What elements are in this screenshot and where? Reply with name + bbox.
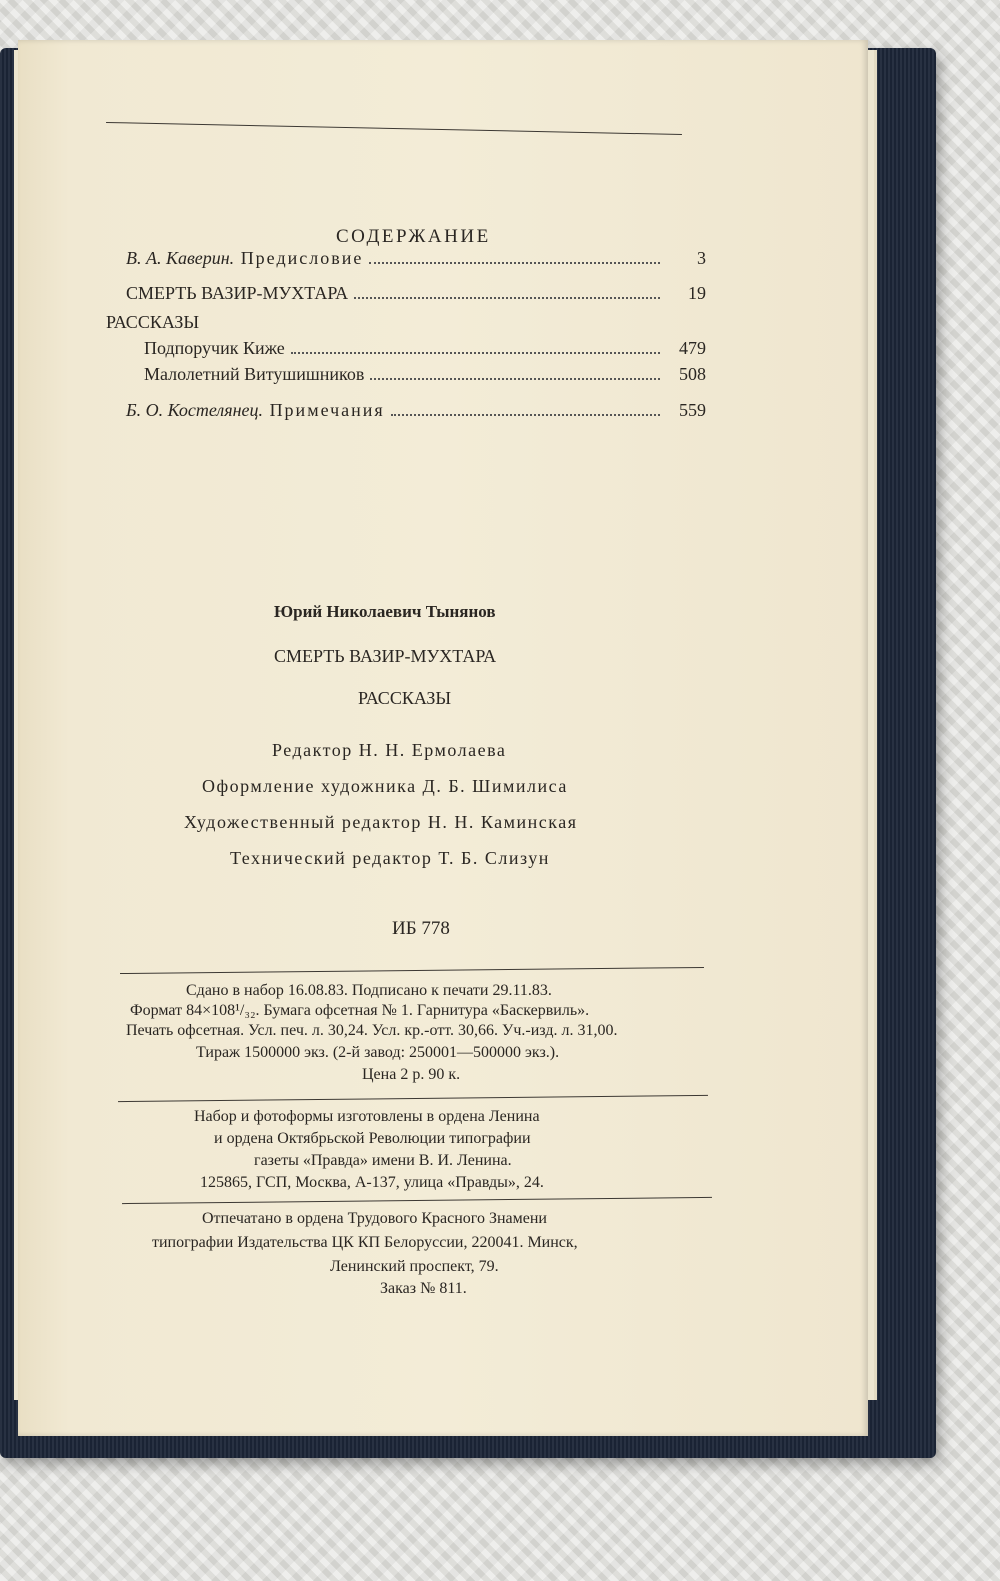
imprint-title: СМЕРТЬ ВАЗИР-МУХТАРА <box>274 646 497 666</box>
print-rule-3 <box>122 1197 712 1204</box>
toc-leader <box>391 414 660 416</box>
printed-line: типографии Издательства ЦК КП Белоруссии, 220041. Минск, <box>152 1234 578 1251</box>
toc-author: В. А. Каверин. <box>126 248 235 268</box>
typeset-line: Набор и фотоформы изготовлены в ордена Ленина <box>194 1108 540 1125</box>
toc-title: СОДЕРЖАНИЕ <box>336 226 491 247</box>
imprint-subtitle: РАССКАЗЫ <box>358 688 452 708</box>
toc-page: 559 <box>679 400 706 420</box>
print-line: Сдано в набор 16.08.83. Подписано к печати 29.11.83. <box>186 982 552 999</box>
print-line: Формат 84×108¹/₃₂. Бумага офсетная № 1. Гарнитура «Баскервиль». <box>130 1002 590 1019</box>
typeset-line: газеты «Правда» имени В. И. Ленина. <box>254 1152 512 1169</box>
ib-number: ИБ 778 <box>392 918 450 939</box>
print-line: Цена 2 р. 90 к. <box>362 1066 461 1083</box>
printed-line: Ленинский проспект, 79. <box>330 1258 499 1275</box>
toc-row-kizhe <box>144 338 706 359</box>
typeset-line: и ордена Октябрьской Революции типографии <box>214 1130 531 1147</box>
print-line: Тираж 1500000 экз. (2-й завод: 250001—500000 экз.). <box>196 1044 560 1061</box>
toc-section-stories: РАССКАЗЫ <box>106 312 200 332</box>
imprint-author: Юрий Николаевич Тынянов <box>274 602 496 621</box>
printed-line: Заказ № 811. <box>380 1280 467 1297</box>
toc-label: Малолетний Витушишников <box>144 364 365 384</box>
toc-page: 508 <box>679 364 706 384</box>
typeset-line: 125865, ГСП, Москва, А-137, улица «Правды», 24. <box>200 1174 544 1191</box>
toc-label: СМЕРТЬ ВАЗИР-МУХТАРА <box>126 283 349 303</box>
print-rule-2 <box>118 1095 708 1102</box>
toc-leader <box>370 378 660 380</box>
credit-design: Оформление художника Д. Б. Шимилиса <box>202 776 568 796</box>
top-rule <box>106 122 682 135</box>
credit-tech-editor: Технический редактор Т. Б. Слизун <box>230 848 550 868</box>
book-page <box>18 40 868 1436</box>
credit-art-editor: Художественный редактор Н. Н. Каминская <box>184 812 578 832</box>
printed-line: Отпечатано в ордена Трудового Красного Знамени <box>202 1210 547 1227</box>
credit-editor: Редактор Н. Н. Ермолаева <box>272 740 507 760</box>
print-rule-1 <box>120 967 704 974</box>
toc-row-preface <box>126 248 706 269</box>
toc-label: Примечания <box>263 400 385 420</box>
toc-label: Подпоручик Киже <box>144 338 285 358</box>
toc-row-notes <box>126 400 706 421</box>
toc-leader <box>291 352 660 354</box>
toc-row-novel <box>126 283 706 304</box>
toc-leader <box>354 297 660 299</box>
toc-label: Предисловие <box>234 248 364 268</box>
toc-row-vitushishnikov <box>144 364 706 385</box>
toc-page: 3 <box>697 248 706 268</box>
print-line: Печать офсетная. Усл. печ. л. 30,24. Усл. кр.-отт. 30,66. Уч.-изд. л. 31,00. <box>126 1022 618 1039</box>
toc-author: Б. О. Костелянец. <box>126 400 264 420</box>
toc-page: 19 <box>688 283 706 303</box>
toc-page: 479 <box>679 338 706 358</box>
toc-leader <box>369 262 660 264</box>
